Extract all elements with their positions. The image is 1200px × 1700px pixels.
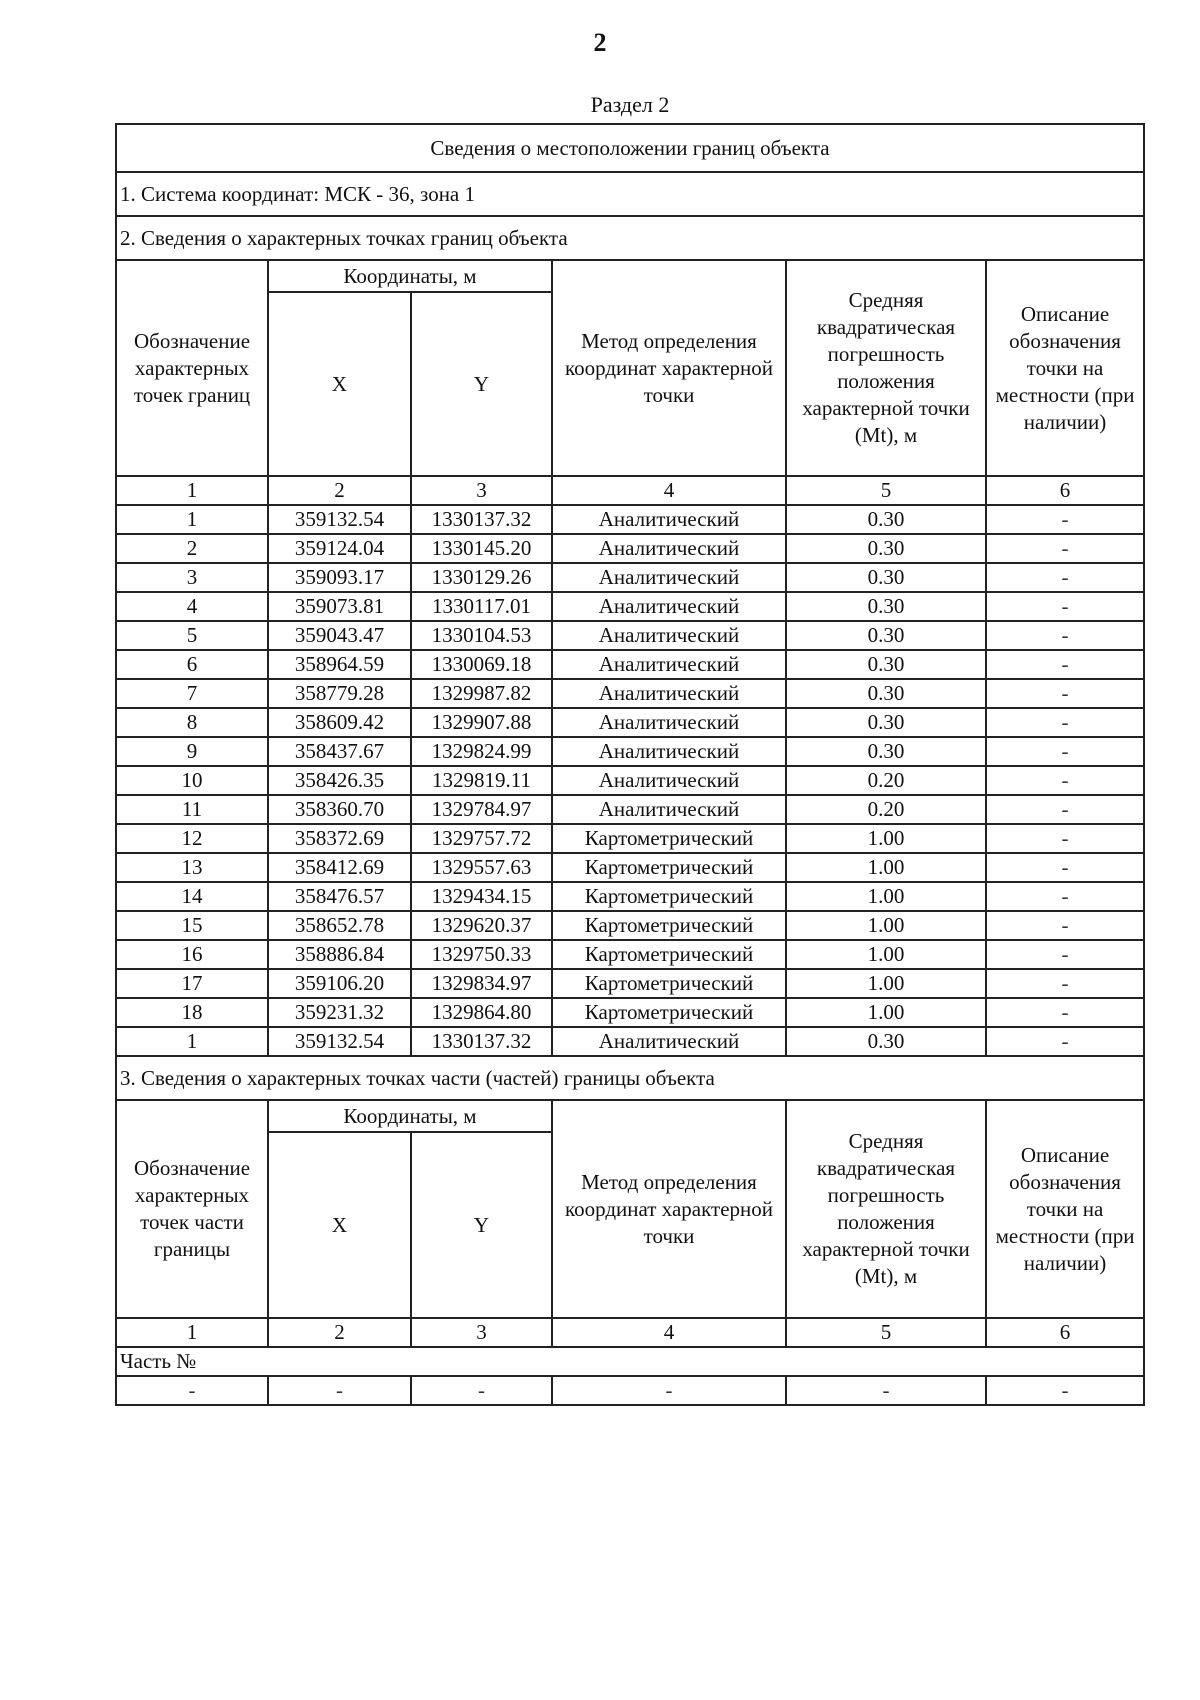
error-cell: 0.20 — [786, 795, 986, 824]
y-cell: 1329834.97 — [411, 969, 552, 998]
table-row — [116, 708, 1144, 737]
table-row — [116, 766, 1144, 795]
error-cell: 1.00 — [786, 940, 986, 969]
column-number: 6 — [986, 1318, 1144, 1347]
description-cell: - — [986, 998, 1144, 1027]
x-cell: 358609.42 — [268, 708, 411, 737]
y-cell: 1329819.11 — [411, 766, 552, 795]
description-cell: - — [986, 708, 1144, 737]
parts-header-error: Средняя квадратическая погрешность положения характерной точки (Mt), м — [786, 1100, 986, 1318]
parts-header-method: Метод определения координат характерной точки — [552, 1100, 786, 1318]
description-cell: - — [986, 882, 1144, 911]
method-cell: Картометрический — [552, 911, 786, 940]
description-cell: - — [986, 679, 1144, 708]
description-cell: - — [986, 592, 1144, 621]
description-cell: - — [986, 969, 1144, 998]
parts-header-x: X — [268, 1132, 411, 1318]
description-cell: - — [986, 650, 1144, 679]
column-number: 5 — [786, 1318, 986, 1347]
description-cell: - — [986, 911, 1144, 940]
x-cell: 359124.04 — [268, 534, 411, 563]
point-cell: 13 — [116, 853, 268, 882]
x-cell: 358476.57 — [268, 882, 411, 911]
error-cell: 1.00 — [786, 998, 986, 1027]
table-row — [116, 911, 1144, 940]
method-cell: Аналитический — [552, 795, 786, 824]
y-cell: 1330137.32 — [411, 505, 552, 534]
method-cell: Аналитический — [552, 708, 786, 737]
part-cell: - — [411, 1376, 552, 1405]
point-cell: 14 — [116, 882, 268, 911]
description-cell: - — [986, 766, 1144, 795]
column-number: 4 — [552, 1318, 786, 1347]
table-row — [116, 795, 1144, 824]
table-row — [116, 563, 1144, 592]
method-cell: Картометрический — [552, 969, 786, 998]
part-cell: - — [116, 1376, 268, 1405]
table-row — [116, 621, 1144, 650]
x-cell: 358779.28 — [268, 679, 411, 708]
page-number: 2 — [593, 28, 607, 57]
point-cell: 12 — [116, 824, 268, 853]
y-cell: 1329907.88 — [411, 708, 552, 737]
point-cell: 7 — [116, 679, 268, 708]
point-cell: 16 — [116, 940, 268, 969]
part-cell: - — [786, 1376, 986, 1405]
method-cell: Аналитический — [552, 650, 786, 679]
description-cell: - — [986, 621, 1144, 650]
error-cell: 1.00 — [786, 882, 986, 911]
parts-header-description: Описание обозначения точки на местности (при наличии) — [986, 1100, 1144, 1318]
table-row — [116, 882, 1144, 911]
header-error: Средняя квадратическая погрешность положения характерной точки (Mt), м — [786, 260, 986, 476]
table-row — [116, 534, 1144, 563]
point-cell: 1 — [116, 1027, 268, 1056]
x-cell: 359132.54 — [268, 1027, 411, 1056]
column-number: 3 — [411, 476, 552, 505]
point-cell: 5 — [116, 621, 268, 650]
parts-header-designation: Обозначение характерных точек части границы — [116, 1100, 268, 1318]
x-cell: 359106.20 — [268, 969, 411, 998]
part-row — [116, 1376, 1144, 1405]
method-cell: Аналитический — [552, 534, 786, 563]
column-numbers-row — [116, 476, 1144, 505]
method-cell: Картометрический — [552, 940, 786, 969]
method-cell: Аналитический — [552, 621, 786, 650]
y-cell: 1329784.97 — [411, 795, 552, 824]
part-cell: - — [986, 1376, 1144, 1405]
column-number: 5 — [786, 476, 986, 505]
error-cell: 0.30 — [786, 505, 986, 534]
column-number: 2 — [268, 1318, 411, 1347]
method-cell: Картометрический — [552, 998, 786, 1027]
point-cell: 6 — [116, 650, 268, 679]
table-row — [116, 853, 1144, 882]
table-title: Сведения о местоположении границ объекта — [116, 124, 1144, 172]
column-number: 2 — [268, 476, 411, 505]
error-cell: 1.00 — [786, 853, 986, 882]
parts-heading: 3. Сведения о характерных точках части (частей) границы объекта — [116, 1056, 1144, 1100]
x-cell: 359093.17 — [268, 563, 411, 592]
y-cell: 1329557.63 — [411, 853, 552, 882]
header-method: Метод определения координат характерной точки — [552, 260, 786, 476]
header-y: Y — [411, 292, 552, 476]
column-number: 6 — [986, 476, 1144, 505]
y-cell: 1329434.15 — [411, 882, 552, 911]
description-cell: - — [986, 1027, 1144, 1056]
method-cell: Аналитический — [552, 563, 786, 592]
column-number: 1 — [116, 476, 268, 505]
method-cell: Аналитический — [552, 1027, 786, 1056]
error-cell: 0.30 — [786, 650, 986, 679]
y-cell: 1330129.26 — [411, 563, 552, 592]
description-cell: - — [986, 824, 1144, 853]
table-row — [116, 592, 1144, 621]
table-row — [116, 998, 1144, 1027]
error-cell: 0.30 — [786, 592, 986, 621]
description-cell: - — [986, 853, 1144, 882]
y-cell: 1329987.82 — [411, 679, 552, 708]
error-cell: 0.30 — [786, 708, 986, 737]
error-cell: 0.20 — [786, 766, 986, 795]
x-cell: 358412.69 — [268, 853, 411, 882]
x-cell: 358964.59 — [268, 650, 411, 679]
x-cell: 359231.32 — [268, 998, 411, 1027]
method-cell: Картометрический — [552, 824, 786, 853]
error-cell: 0.30 — [786, 534, 986, 563]
part-label: Часть № — [116, 1347, 1144, 1376]
point-cell: 1 — [116, 505, 268, 534]
point-cell: 8 — [116, 708, 268, 737]
table-row — [116, 650, 1144, 679]
y-cell: 1329750.33 — [411, 940, 552, 969]
part-cell: - — [268, 1376, 411, 1405]
error-cell: 0.30 — [786, 737, 986, 766]
column-number: 1 — [116, 1318, 268, 1347]
description-cell: - — [986, 737, 1144, 766]
x-cell: 358437.67 — [268, 737, 411, 766]
method-cell: Картометрический — [552, 882, 786, 911]
method-cell: Аналитический — [552, 766, 786, 795]
points-heading: 2. Сведения о характерных точках границ объекта — [116, 216, 1144, 260]
error-cell: 1.00 — [786, 911, 986, 940]
header-coordinates: Координаты, м — [268, 260, 552, 292]
x-cell: 358426.35 — [268, 766, 411, 795]
x-cell: 358360.70 — [268, 795, 411, 824]
description-cell: - — [986, 940, 1144, 969]
parts-header-coordinates: Координаты, м — [268, 1100, 552, 1132]
x-cell: 359043.47 — [268, 621, 411, 650]
description-cell: - — [986, 505, 1144, 534]
x-cell: 359132.54 — [268, 505, 411, 534]
y-cell: 1329824.99 — [411, 737, 552, 766]
table-row — [116, 969, 1144, 998]
description-cell: - — [986, 534, 1144, 563]
y-cell: 1330104.53 — [411, 621, 552, 650]
table-row — [116, 1027, 1144, 1056]
x-cell: 358372.69 — [268, 824, 411, 853]
method-cell: Аналитический — [552, 592, 786, 621]
point-cell: 4 — [116, 592, 268, 621]
point-cell: 15 — [116, 911, 268, 940]
table-row — [116, 505, 1144, 534]
header-designation: Обозначение характерных точек границ — [116, 260, 268, 476]
parts-header-y: Y — [411, 1132, 552, 1318]
method-cell: Аналитический — [552, 737, 786, 766]
point-cell: 17 — [116, 969, 268, 998]
section-label: Раздел 2 — [590, 92, 670, 117]
y-cell: 1330145.20 — [411, 534, 552, 563]
header-description: Описание обозначения точки на местности (при наличии) — [986, 260, 1144, 476]
method-cell: Картометрический — [552, 853, 786, 882]
point-cell: 18 — [116, 998, 268, 1027]
table-row — [116, 824, 1144, 853]
error-cell: 1.00 — [786, 969, 986, 998]
description-cell: - — [986, 563, 1144, 592]
error-cell: 1.00 — [786, 824, 986, 853]
method-cell: Аналитический — [552, 679, 786, 708]
y-cell: 1329864.80 — [411, 998, 552, 1027]
table-row — [116, 737, 1144, 766]
error-cell: 0.30 — [786, 621, 986, 650]
column-number: 3 — [411, 1318, 552, 1347]
y-cell: 1330117.01 — [411, 592, 552, 621]
method-cell: Аналитический — [552, 505, 786, 534]
error-cell: 0.30 — [786, 1027, 986, 1056]
header-x: X — [268, 292, 411, 476]
coordinate-system: 1. Система координат: МСК - 36, зона 1 — [116, 172, 1144, 216]
column-number: 4 — [552, 476, 786, 505]
x-cell: 358652.78 — [268, 911, 411, 940]
boundary-table — [115, 123, 1145, 1406]
error-cell: 0.30 — [786, 563, 986, 592]
part-cell: - — [552, 1376, 786, 1405]
error-cell: 0.30 — [786, 679, 986, 708]
parts-column-numbers-row — [116, 1318, 1144, 1347]
point-cell: 10 — [116, 766, 268, 795]
table-row — [116, 940, 1144, 969]
x-cell: 358886.84 — [268, 940, 411, 969]
x-cell: 359073.81 — [268, 592, 411, 621]
description-cell: - — [986, 795, 1144, 824]
point-cell: 2 — [116, 534, 268, 563]
point-cell: 3 — [116, 563, 268, 592]
y-cell: 1329620.37 — [411, 911, 552, 940]
y-cell: 1329757.72 — [411, 824, 552, 853]
y-cell: 1330137.32 — [411, 1027, 552, 1056]
table-row — [116, 679, 1144, 708]
y-cell: 1330069.18 — [411, 650, 552, 679]
point-cell: 9 — [116, 737, 268, 766]
point-cell: 11 — [116, 795, 268, 824]
